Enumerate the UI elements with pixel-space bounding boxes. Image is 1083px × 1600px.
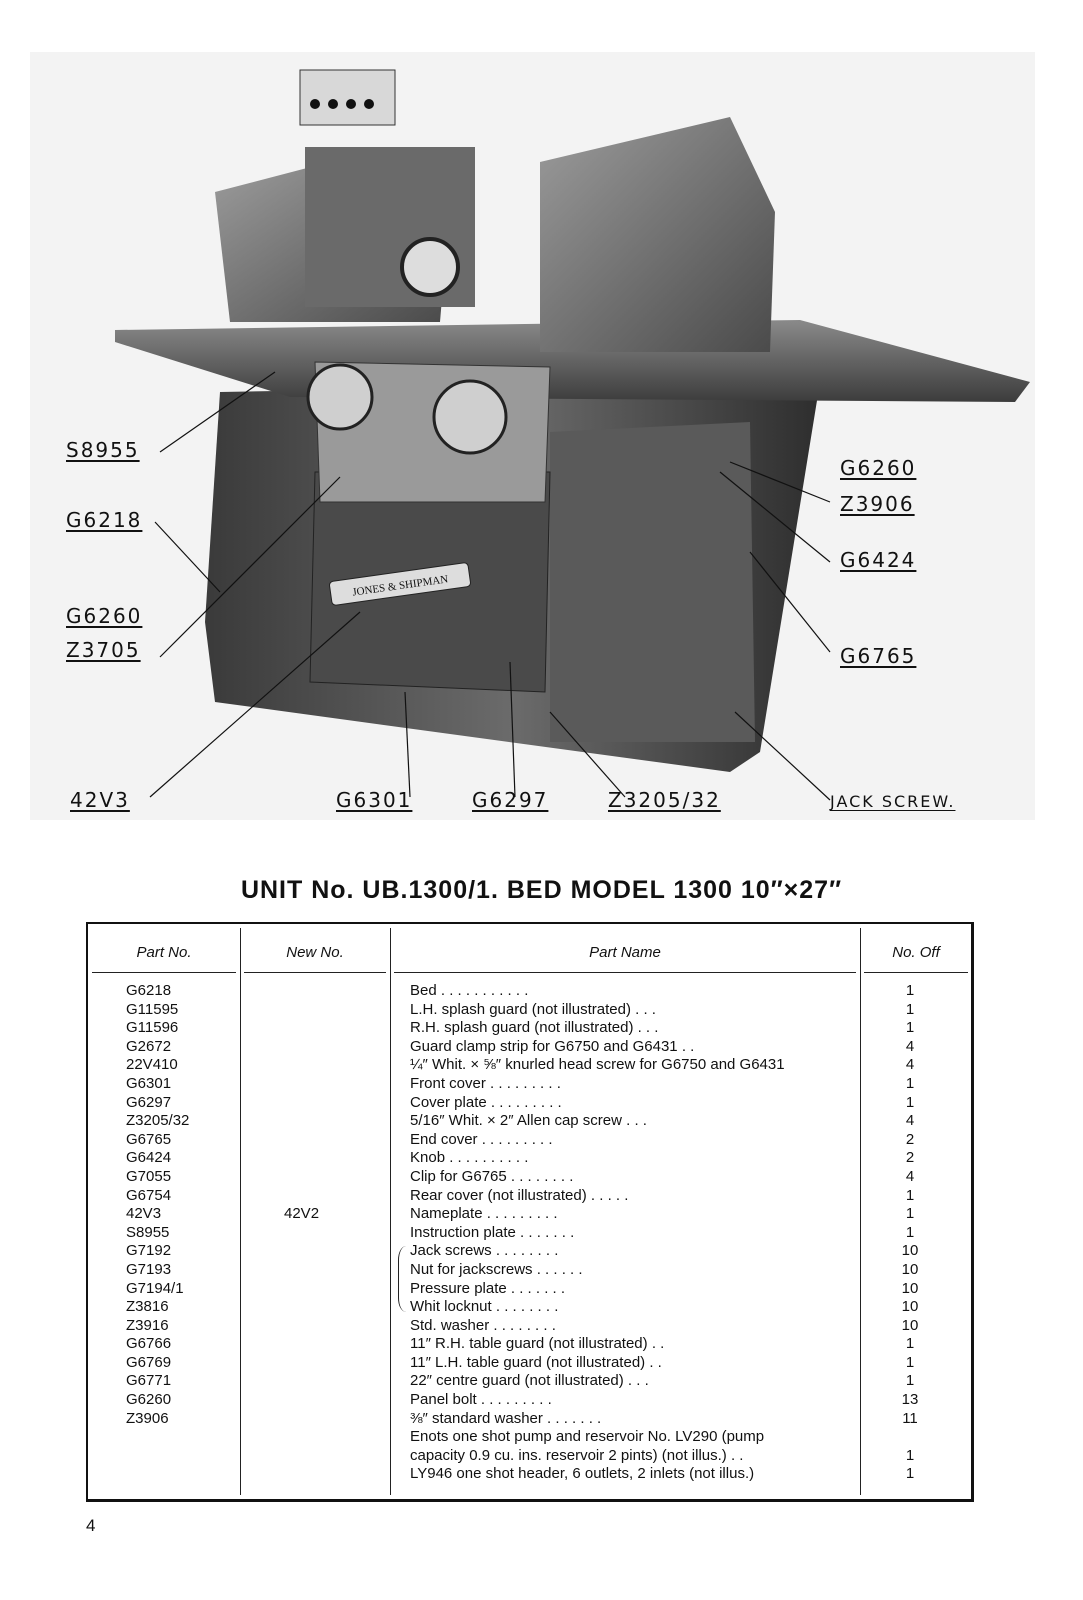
callout-label: G6301 (336, 788, 413, 812)
table-cell-off: 1 (905, 982, 915, 999)
table-cell-part: 42V3 (126, 1205, 162, 1223)
table-cell-new (284, 1391, 319, 1410)
table-cell-off: 10 (901, 1298, 919, 1316)
table-cell-new (284, 1280, 319, 1299)
column-divider (240, 928, 241, 1495)
callout-label: Z3906 (840, 492, 915, 516)
table-cell-name: Nut for jackscrews . . . . . . (410, 1260, 583, 1278)
header-rule (864, 972, 968, 973)
table-cell-new (284, 1465, 319, 1484)
table-cell-name: Nameplate . . . . . . . . . (410, 1205, 558, 1223)
table-cell-off: 10 (901, 1260, 919, 1278)
table-cell-new (284, 1410, 319, 1429)
table-cell-part: G6765 (126, 1130, 172, 1148)
table-cell-part: G6769 (126, 1353, 172, 1371)
table-cell-new (284, 1056, 319, 1075)
table-cell-part: G2672 (126, 1037, 172, 1055)
table-cell-off: 4 (905, 1056, 915, 1074)
callout-label: G6218 (66, 508, 143, 532)
table-cell-name: Pressure plate . . . . . . . (410, 1279, 566, 1297)
table-cell-new (284, 1112, 319, 1131)
table-cell-off (860, 1428, 960, 1447)
table-cell-new (284, 1168, 319, 1187)
table-cell-new: 42V2 (284, 1205, 320, 1223)
table-cell-part (126, 1428, 189, 1447)
table-cell-name: capacity 0.9 cu. ins. reservoir 2 pints) (not illus.) . . (410, 1446, 744, 1464)
table-cell-part: Z3816 (126, 1298, 169, 1316)
parts-table (86, 922, 974, 1502)
table-cell-off: 1 (905, 1000, 915, 1018)
table-cell-part: G6301 (126, 1074, 172, 1092)
header-rule (92, 972, 236, 973)
callout-label: G6297 (472, 788, 549, 812)
table-cell-part: Z3916 (126, 1316, 169, 1334)
header-part-name: Part Name (589, 944, 661, 961)
table-cell-part: 22V410 (126, 1056, 178, 1074)
table-cell-name: Std. washer . . . . . . . . (410, 1316, 556, 1334)
grouping-brace (398, 1246, 407, 1312)
table-cell-part: G7055 (126, 1167, 172, 1185)
table-cell-new (284, 1001, 319, 1020)
part-no-column (126, 982, 189, 1484)
table-cell-off: 4 (905, 1037, 915, 1055)
new-no-column (284, 982, 319, 1484)
table-cell-name: Clip for G6765 . . . . . . . . (410, 1167, 574, 1185)
table-cell-new (284, 1094, 319, 1113)
table-cell-part: G6771 (126, 1372, 172, 1390)
table-cell-off: 10 (901, 1242, 919, 1260)
table-cell-name: Knob . . . . . . . . . . (410, 1149, 529, 1167)
callout-label: G6765 (840, 644, 917, 668)
table-cell-off: 2 (905, 1149, 915, 1167)
table-cell-name: 11″ R.H. table guard (not illustrated) . . (410, 1335, 665, 1353)
table-cell-part: G11595 (126, 1000, 179, 1018)
callout-label: S8955 (66, 438, 140, 462)
table-cell-new (284, 1428, 319, 1447)
table-cell-name: L.H. splash guard (not illustrated) . . . (410, 1000, 656, 1018)
table-cell-off: 1 (905, 1186, 915, 1204)
table-cell-part: G6218 (126, 982, 172, 999)
table-cell-name: Front cover . . . . . . . . . (410, 1074, 561, 1092)
table-cell-name: 22″ centre guard (not illustrated) . . . (410, 1372, 649, 1390)
callout-label: JACK SCREW. (830, 792, 956, 811)
table-cell-off: 1 (905, 1372, 915, 1390)
table-cell-off: 1 (905, 1335, 915, 1353)
table-cell-name: End cover . . . . . . . . . (410, 1130, 553, 1148)
part-name-column (410, 982, 850, 1484)
table-cell-part: G6766 (126, 1335, 172, 1353)
table-cell-name: Enots one shot pump and reservoir No. LV290 (pump (410, 1428, 765, 1446)
table-cell-new (284, 1335, 319, 1354)
table-cell-off: 10 (901, 1279, 919, 1297)
table-cell-name: Instruction plate . . . . . . . (410, 1223, 575, 1241)
callout-label: 42V3 (70, 788, 130, 812)
grinding-machine-illustration (30, 52, 1035, 820)
table-cell-new (284, 1242, 319, 1261)
table-cell-new (284, 1075, 319, 1094)
header-new-no: New No. (286, 944, 344, 961)
table-cell-off: 10 (901, 1316, 919, 1334)
table-cell-part: G6754 (126, 1186, 172, 1204)
table-cell-name: Panel bolt . . . . . . . . . (410, 1391, 552, 1409)
table-cell-name: Cover plate . . . . . . . . . (410, 1093, 562, 1111)
table-cell-new (284, 1187, 319, 1206)
table-cell-off: 4 (905, 1167, 915, 1185)
table-cell-off: 1 (905, 1223, 915, 1241)
table-cell-off: 1 (905, 1074, 915, 1092)
table-cell-off: 1 (905, 1205, 915, 1223)
table-cell-new (284, 1038, 319, 1057)
table-cell-new (284, 1131, 319, 1150)
table-cell-part: G7193 (126, 1260, 172, 1278)
table-cell-name: 11″ L.H. table guard (not illustrated) . . (410, 1353, 662, 1371)
table-cell-name: Guard clamp strip for G6750 and G6431 . . (410, 1037, 695, 1055)
table-cell-part: G6260 (126, 1391, 172, 1409)
callout-label: G6260 (66, 604, 143, 628)
table-cell-name: Jack screws . . . . . . . . (410, 1242, 559, 1260)
column-divider (390, 928, 391, 1495)
table-cell-name: ⅜″ standard washer . . . . . . . (410, 1409, 602, 1427)
table-cell-off: 4 (905, 1112, 915, 1130)
table-cell-part: G11596 (126, 1019, 179, 1037)
table-cell-off: 1 (905, 1093, 915, 1111)
machine-photo (30, 52, 1035, 820)
callout-label: Z3705 (66, 638, 141, 662)
table-cell-new (284, 1372, 319, 1391)
table-cell-new (284, 1149, 319, 1168)
table-cell-part: G6297 (126, 1093, 172, 1111)
table-cell-name: Bed . . . . . . . . . . . (410, 982, 529, 999)
no-off-column (860, 982, 960, 1484)
table-cell-part (126, 1465, 189, 1484)
table-cell-part: Z3205/32 (126, 1112, 190, 1130)
header-rule (394, 972, 856, 973)
table-cell-part: Z3906 (126, 1409, 169, 1427)
header-rule (244, 972, 386, 973)
page-number: 4 (86, 1516, 96, 1535)
header-no-off: No. Off (892, 944, 940, 961)
table-cell-new (284, 1317, 319, 1336)
table-cell-new (284, 1261, 319, 1280)
table-cell-off: 13 (901, 1391, 919, 1409)
table-cell-new (284, 1447, 319, 1466)
table-cell-part: S8955 (126, 1223, 170, 1241)
table-cell-off: 11 (902, 1409, 918, 1427)
table-cell-off: 2 (905, 1130, 915, 1148)
table-cell-name: Rear cover (not illustrated) . . . . . (410, 1186, 629, 1204)
table-cell-off: 1 (905, 1446, 915, 1464)
table-cell-new (284, 1019, 319, 1038)
table-cell-name: LY946 one shot header, 6 outlets, 2 inlets (not illus.) (410, 1465, 755, 1483)
table-cell-new (284, 1224, 319, 1243)
callout-label: G6424 (840, 548, 917, 572)
table-cell-new (284, 982, 319, 1001)
table-cell-part: G7194/1 (126, 1279, 184, 1297)
table-cell-off: 1 (905, 1019, 915, 1037)
unit-title: UNIT No. UB.1300/1. BED MODEL 1300 10″×27″ (240, 876, 843, 904)
nameplate-text: JONES & SHIPMAN (351, 573, 449, 599)
callout-label: G6260 (840, 456, 917, 480)
callout-label: Z3205/32 (608, 788, 721, 812)
table-cell-name: Whit locknut . . . . . . . . (410, 1298, 559, 1316)
table-cell-part: G7192 (126, 1242, 172, 1260)
table-cell-new (284, 1354, 319, 1373)
table-cell-off: 1 (905, 1353, 915, 1371)
header-part-no: Part No. (136, 944, 192, 961)
table-cell-name: 5/16″ Whit. × 2″ Allen cap screw . . . (410, 1112, 647, 1130)
table-cell-new (284, 1298, 319, 1317)
table-cell-part: G6424 (126, 1149, 172, 1167)
table-cell-name: ¼″ Whit. × ⅝″ knurled head screw for G6750 and G6431 (410, 1056, 785, 1074)
table-cell-part (126, 1447, 189, 1466)
table-cell-off: 1 (905, 1465, 915, 1483)
table-cell-name: R.H. splash guard (not illustrated) . . . (410, 1019, 659, 1037)
